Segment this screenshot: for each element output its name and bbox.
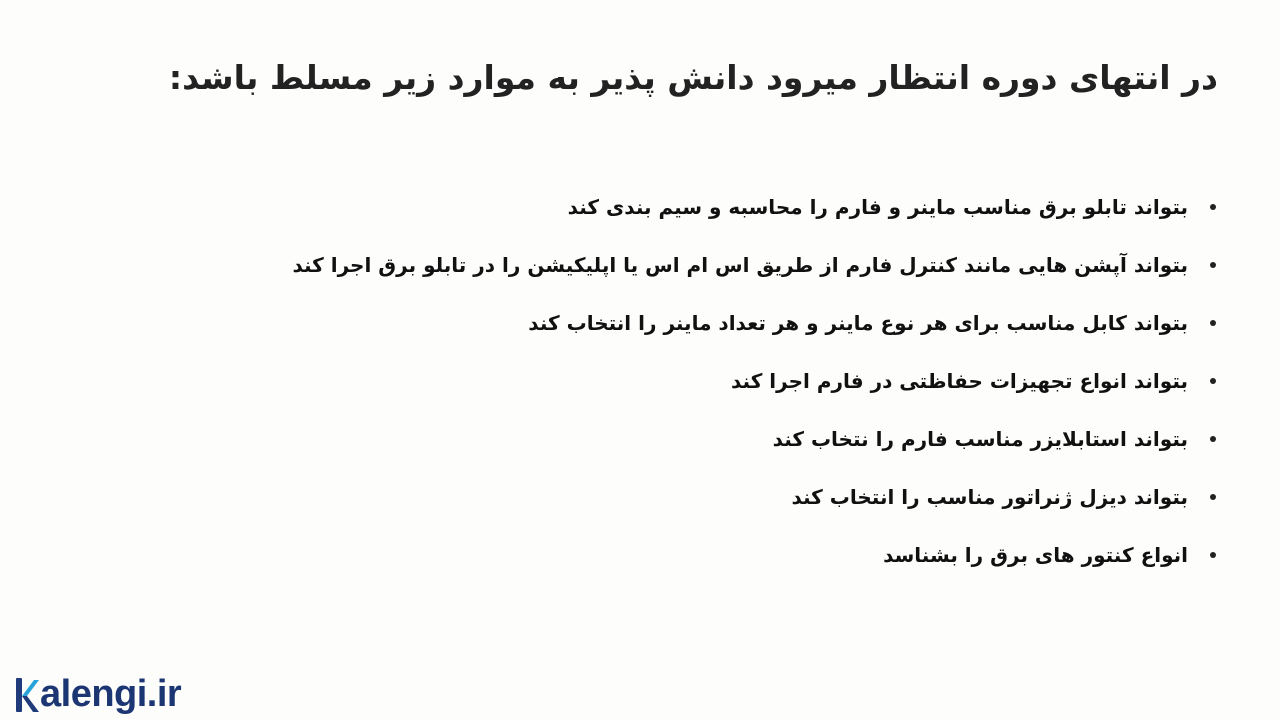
bullet-item (216, 468, 1216, 526)
logo-k-mark-icon (14, 672, 40, 716)
bullet-text: بتواند آپشن هایی مانند کنترل فارم از طریق اس ام اس یا اپلیکیشن را در تابلو برق اجرا کند (292, 253, 1188, 277)
bullet-dot-icon (1210, 436, 1216, 442)
bullet-dot-icon (1210, 204, 1216, 210)
slide-title: در انتهای دوره انتظار میرود دانش پذیر به موارد زیر مسلط باشد: (168, 58, 1218, 97)
bullet-dot-icon (1210, 320, 1216, 326)
bullet-dot-icon (1210, 262, 1216, 268)
bullet-text: بتواند دیزل ژنراتور مناسب را انتخاب کند (791, 485, 1188, 509)
bullet-text: بتواند تابلو برق مناسب ماینر و فارم را محاسبه و سیم بندی کند (567, 195, 1188, 219)
bullet-item (216, 178, 1216, 236)
bullet-text: بتواند کابل مناسب برای هر نوع ماینر و هر تعداد ماینر را انتخاب کند (528, 311, 1188, 335)
bullet-item (216, 294, 1216, 352)
kalengi-logo (14, 668, 181, 716)
bullet-item (216, 236, 1216, 294)
bullet-item (216, 526, 1216, 584)
bullet-dot-icon (1210, 378, 1216, 384)
logo-text: alengi.ir (40, 673, 182, 715)
bullet-text: انواع کنتور های برق را بشناسد (883, 543, 1188, 567)
bullet-dot-icon (1210, 494, 1216, 500)
bullet-dot-icon (1210, 552, 1216, 558)
bullet-item (216, 352, 1216, 410)
bullet-text: بتواند انواع تجهیزات حفاظتی در فارم اجرا کند (730, 369, 1188, 393)
bullet-list (216, 178, 1216, 584)
bullet-item (216, 410, 1216, 468)
bullet-text: بتواند استابلایزر مناسب فارم را نتخاب کند (772, 427, 1188, 451)
